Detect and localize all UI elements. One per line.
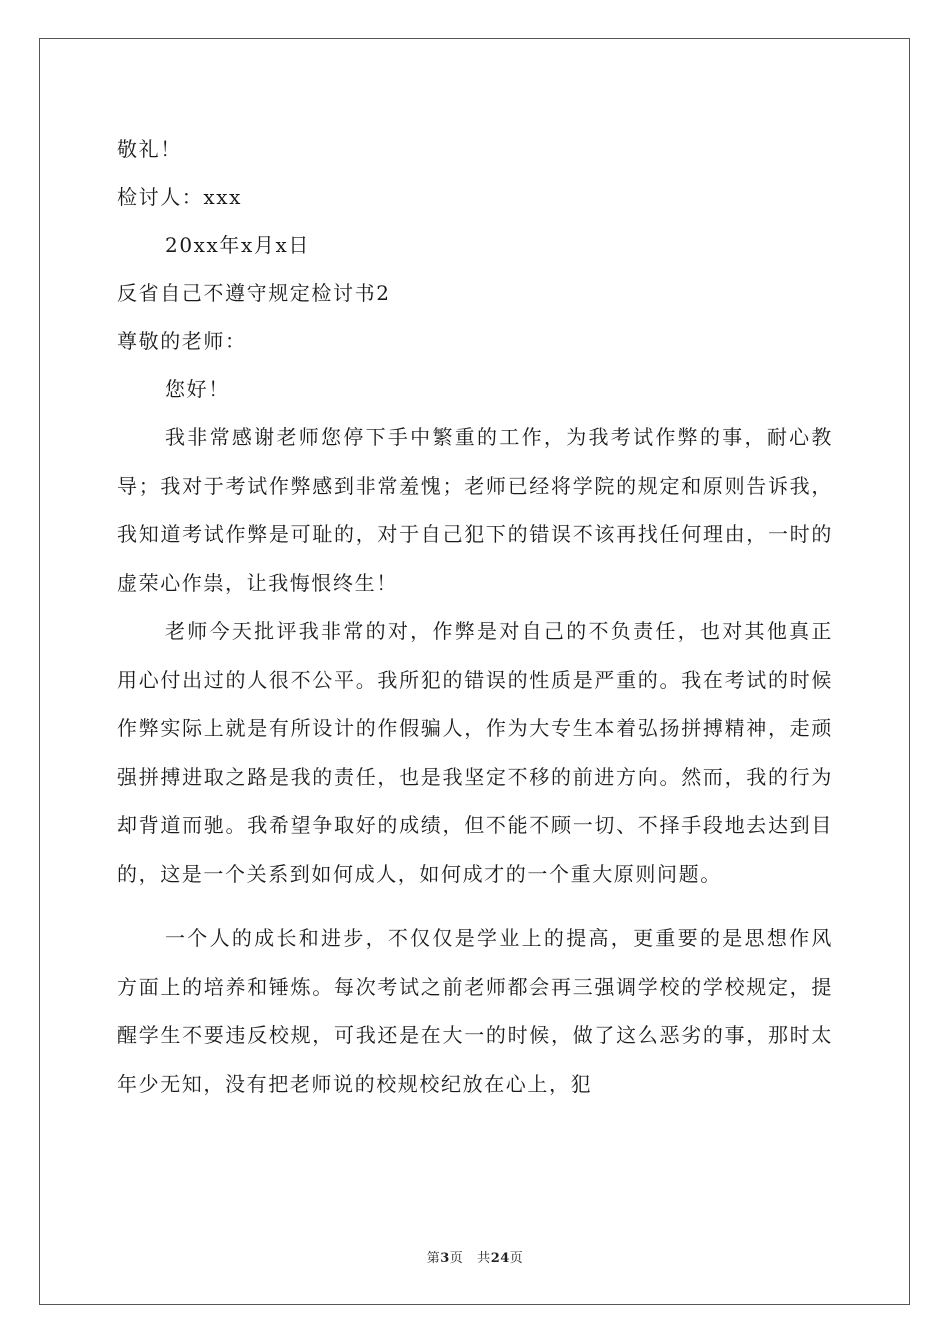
signer-line: 检讨人：xxx [117, 185, 243, 209]
document-body [117, 125, 833, 1108]
body-paragraph-3: 一个人的成长和进步，不仅仅是学业上的提高，更重要的是思想作风方面上的培养和锤炼。每次考试之前老师都会再三强调学校的学校规定，提醒学生不要违反校规，可我还是在大一的时候，做了这么恶劣的事，那时太年少无知，没有把老师说的校规校纪放在心上，犯 [117, 926, 833, 1096]
paragraph-gap [117, 898, 833, 914]
total-suffix: 页 [509, 1251, 524, 1266]
page-footer [0, 1247, 950, 1266]
greeting-line: 您好！ [165, 377, 230, 401]
page-suffix: 页 [449, 1251, 464, 1266]
closing-line: 敬礼！ [117, 137, 182, 161]
body-paragraph-2: 老师今天批评我非常的对，作弊是对自己的不负责任，也对其他真正用心付出过的人很不公平。我所犯的错误的性质是严重的。我在考试的时候作弊实际上就是有所设计的作假骗人，作为大专生本着弘扬拼搏精神，走顽强拼搏进取之路是我的责任，也是我坚定不移的前进方向。然而，我的行为却背道而驰。我希望争取好的成绩，但不能不顾一切、不择手段地去达到目的，这是一个关系到如何成人，如何成才的一个重大原则问题。 [117, 619, 833, 886]
date-line: 20xx年x月x日 [165, 233, 310, 257]
total-pages: 24 [490, 1251, 510, 1266]
page-prefix: 第 [426, 1251, 441, 1266]
letter-title: 反省自己不遵守规定检讨书2 [117, 281, 391, 305]
body-paragraph-1: 我非常感谢老师您停下手中繁重的工作，为我考试作弊的事，耐心教导；我对于考试作弊感到非常羞愧；老师已经将学院的规定和原则告诉我，我知道考试作弊是可耻的，对于自己犯下的错误不该再找任何理由，一时的虚荣心作祟，让我悔恨终生！ [117, 425, 833, 595]
page-number: 3 [440, 1251, 450, 1266]
salutation-line: 尊敬的老师： [117, 329, 247, 353]
total-prefix: 共 [477, 1251, 491, 1266]
